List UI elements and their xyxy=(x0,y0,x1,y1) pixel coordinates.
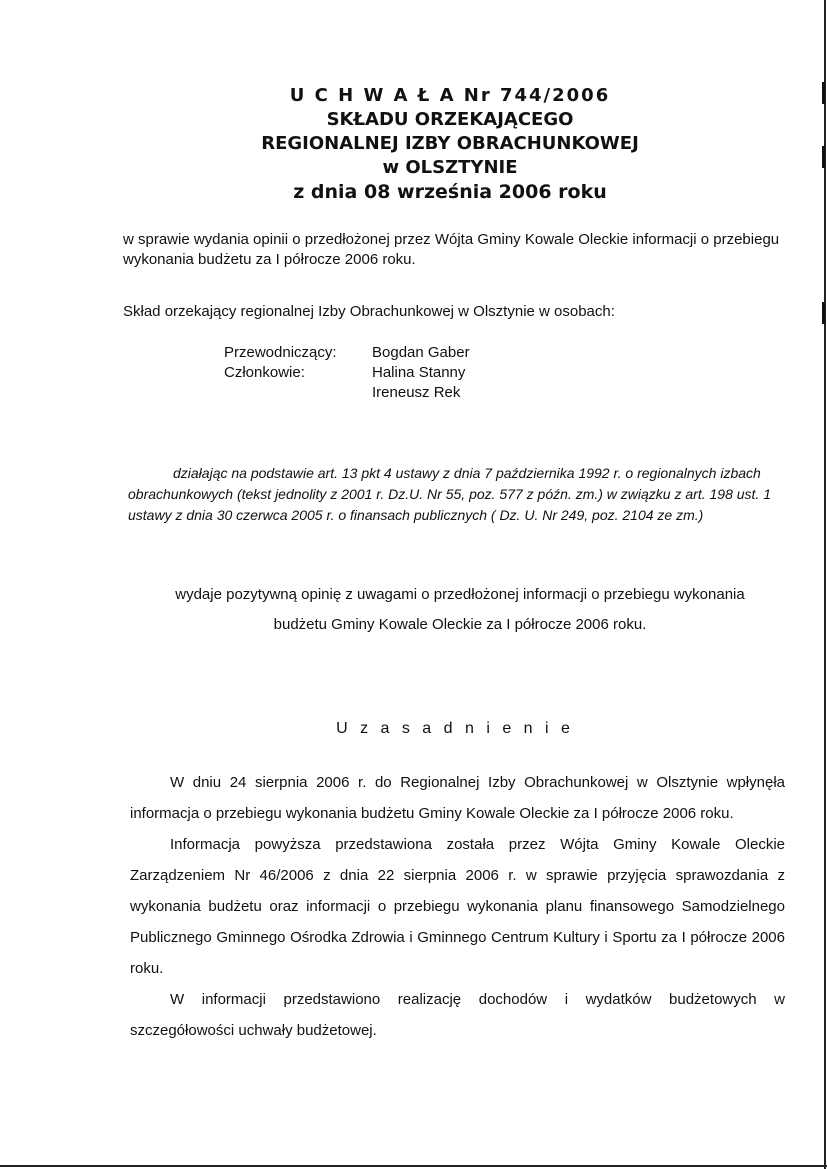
title-line-3: REGIONALNEJ IZBY OBRACHUNKOWEJ xyxy=(261,133,639,154)
title-line-4: w OLSZTYNIE xyxy=(382,157,518,178)
member-name: Ireneusz Rek xyxy=(372,384,461,401)
justification-paragraph: Informacja powyższa przedstawiona została przez Wójta Gminy Kowale Oleckie Zarządzeniem Nr 46/2006 z dnia 22 sierpnia 2006 r. w sprawie przyjęcia sprawozdania z wykonania budżetu oraz informacji o przebiegu wykonania planu finansowego Samodzielnego Publicznego Gminnego Ośrodka Zdrowia i Gminnego Centrum Kultury i Sportu za I półrocze 2006 roku. xyxy=(130,836,785,977)
member-role: Członkowie: xyxy=(224,364,305,381)
scan-edge-bottom xyxy=(0,1165,827,1167)
justification-paragraph: W dniu 24 sierpnia 2006 r. do Regionalnej Izby Obrachunkowej w Olsztynie wpłynęła informacja o przebiegu wykonania budżetu Gminy Kowale Oleckie za I półrocze 2006 roku. xyxy=(130,774,785,822)
legal-basis: działając na podstawie art. 13 pkt 4 ustawy z dnia 7 października 1992 r. o regionalnych izbach obrachunkowych (tekst jednolity z 2001 r. Dz.U. Nr 55, poz. 577 z późn. zm.) w związku z art. 198 ust. 1 ustawy z dnia 30 czerwca 2005 r. o finansach publicznych ( Dz. U. Nr 249, poz. 2104 ze zm.) xyxy=(128,465,771,523)
composition-intro: Skład orzekający regionalnej Izby Obrachunkowej w Olsztynie w osobach: xyxy=(123,303,615,320)
scan-mark xyxy=(822,302,825,324)
justification-heading: U z a s a d n i e n i e xyxy=(336,720,574,737)
justification-paragraph: W informacji przedstawiono realizację dochodów i wydatków budżetowych w szczegółowości uchwały budżetowej. xyxy=(130,991,785,1039)
member-name: Bogdan Gaber xyxy=(372,344,470,361)
title-date: z dnia 08 września 2006 roku xyxy=(293,181,607,203)
title-line-2: SKŁADU ORZEKAJĄCEGO xyxy=(326,109,574,130)
member-role: Przewodniczący: xyxy=(224,344,337,361)
member-name: Halina Stanny xyxy=(372,364,466,381)
opinion-statement xyxy=(110,580,810,640)
opinion-line-2: budżetu Gminy Kowale Oleckie za I półrocze 2006 roku. xyxy=(273,616,647,633)
justification-body xyxy=(130,767,785,1046)
title-line-1: U C H W A Ł A Nr 744/2006 xyxy=(289,85,611,106)
subject-paragraph: w sprawie wydania opinii o przedłożonej przez Wójta Gminy Kowale Oleckie informacji o przebiegu wykonania budżetu za I półrocze 2006 roku. xyxy=(123,231,780,268)
resolution-title xyxy=(0,84,827,204)
opinion-line-1: wydaje pozytywną opinię z uwagami o przedłożonej informacji o przebiegu wykonania xyxy=(175,586,745,603)
